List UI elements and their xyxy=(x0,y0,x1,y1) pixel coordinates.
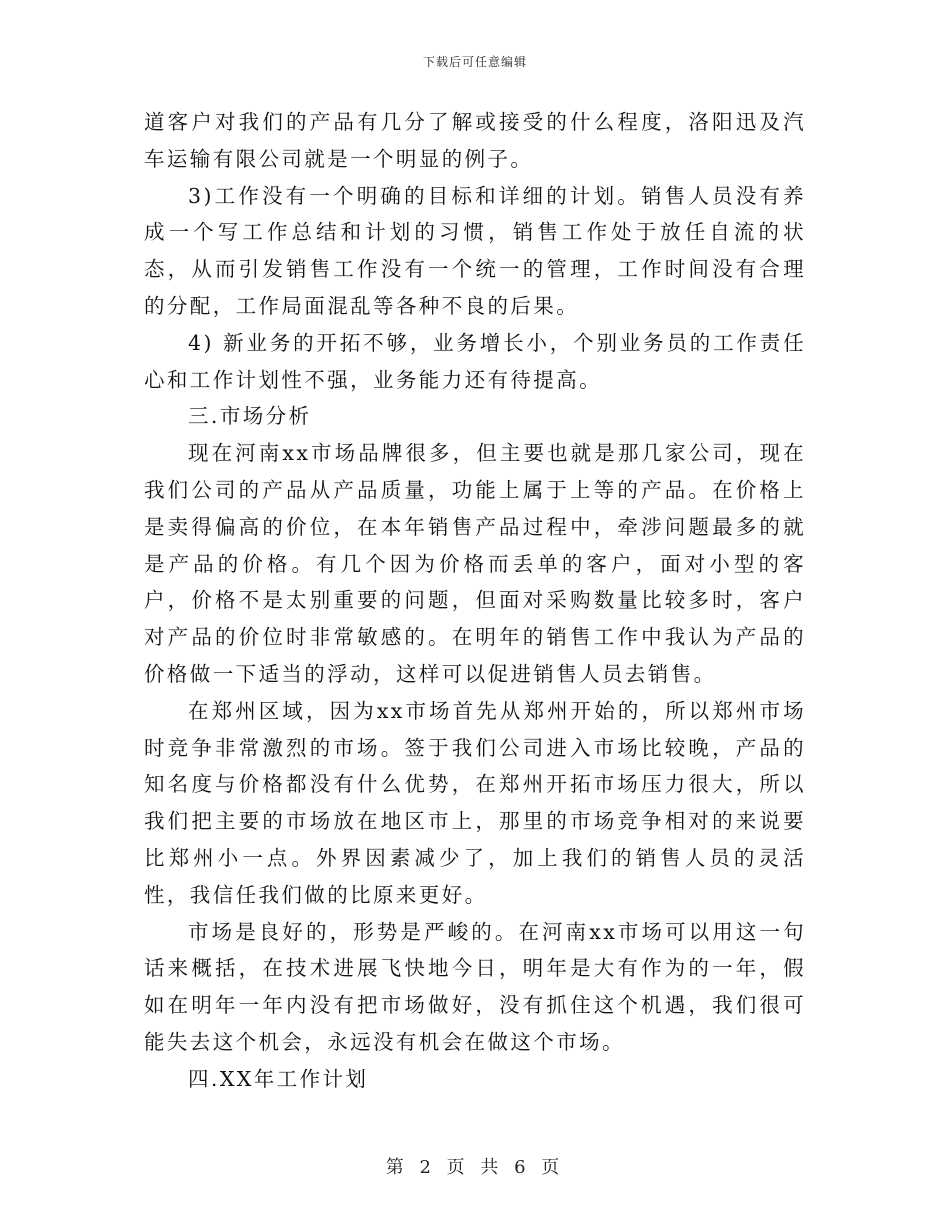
paragraph-zhengzhou-region: 在郑州区域，因为xx市场首先从郑州开始的，所以郑州市场时竞争非常激烈的市场。签于我们公司进入市场比较晚，产品的知名度与价格都没有什么优势，在郑州开拓市场压力很大，所以我们把主要的市场放在地区市上，那里的市场竞争相对的来说要比郑州小一点。外界因素减少了，加上我们的销售人员的灵活性，我信任我们做的比原来更好。 xyxy=(144,698,806,907)
document-body xyxy=(144,104,806,1098)
paragraph-continued: 道客户对我们的产品有几分了解或接受的什么程度，洛阳迅及汽车运输有限公司就是一个明显的例子。 xyxy=(144,110,806,171)
page-number-footer: 第 2 页 共 6 页 xyxy=(385,1157,565,1178)
section-heading-work-plan: 四.XX年工作计划 xyxy=(188,1066,369,1091)
paragraph-point-4: 4) 新业务的开拓不够，业务增长小，个别业务员的工作责任心和工作计划性不强，业务能力还有待提高。 xyxy=(144,330,806,392)
paragraph-market-outlook: 市场是良好的，形势是严峻的。在河南xx市场可以用这一句话来概括，在技术进展飞快地今日，明年是大有作为的一年，假如在明年一年内没有把市场做好，没有抓住这个机遇，我们很可能失去这个机会，永远没有机会在做这个市场。 xyxy=(144,919,806,1054)
section-heading-market-analysis: 三.市场分析 xyxy=(188,404,312,429)
page-header: 下载后可任意编辑 xyxy=(422,55,527,69)
paragraph-market-overview: 现在河南xx市场品牌很多，但主要也就是那几家公司，现在我们公司的产品从产品质量，功能上属于上等的产品。在价格上是卖得偏高的价位，在本年销售产品过程中，牵涉问题最多的就是产品的价格。有几个因为价格而丢单的客户，面对小型的客户，价格不是太别重要的问题，但面对采购数量比较多时，客户对产品的价位时非常敏感的。在明年的销售工作中我认为产品的价格做一下适当的浮动，这样可以促进销售人员去销售。 xyxy=(144,441,806,686)
paragraph-point-3: 3)工作没有一个明确的目标和详细的计划。销售人员没有养成一个写工作总结和计划的习惯，销售工作处于放任自流的状态，从而引发销售工作没有一个统一的管理，工作时间没有合理的分配，工作局面混乱等各种不良的后果。 xyxy=(144,183,806,318)
